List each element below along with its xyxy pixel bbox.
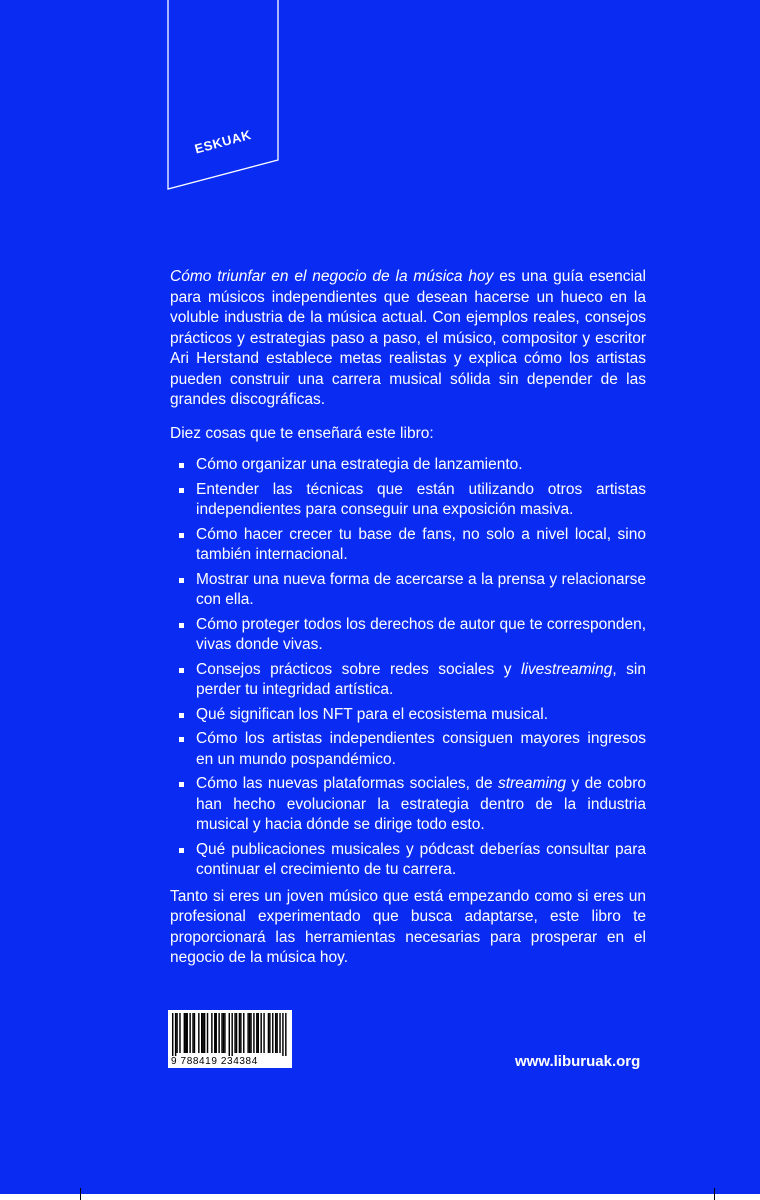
trim-mark [714,1188,715,1200]
barcode-bar [260,1013,261,1053]
barcode-bar [194,1013,195,1053]
barcode-bar [187,1013,188,1053]
barcode-bar [201,1013,202,1053]
barcode-bar [184,1013,185,1053]
list-item: Mostrar una nueva forma de acercarse a la prensa y relacionarse con ella. [170,570,646,611]
barcode-bar [258,1013,259,1053]
barcode-bar [276,1013,277,1053]
ribbon-outline [160,0,290,200]
list-item: Cómo los artistas independientes consiguen mayores ingresos en un mundo pospandémico. [170,729,646,770]
trim-mark [80,1188,81,1200]
intro-paragraph [170,267,646,411]
barcode-bar [285,1013,286,1056]
list-item: Qué publicaciones musicales y pódcast deberías consultar para continuar el crecimiento de tu carrera. [170,840,646,881]
barcode-bar [249,1013,250,1053]
list-item: Cómo organizar una estrategia de lanzamiento. [170,455,646,476]
barcode-bars [168,1010,292,1056]
barcode-bar [250,1013,251,1053]
list-item-text: y de cobro han hecho evolucionar la estrategia dentro de la industria musical y hacia dónde se dirige todo esto. [196,775,646,833]
barcode-bar [234,1013,235,1053]
barcode-bar [243,1013,244,1053]
barcode-bar [240,1013,241,1053]
barcode-bar [263,1013,264,1053]
list-item [170,660,646,701]
bottom-trim [0,1194,760,1200]
description-block [170,267,646,969]
barcode-bar [239,1013,240,1053]
list-item: Entender las técnicas que están utilizando otros artistas independientes para conseguir una exposición masiva. [170,480,646,521]
barcode-bar [207,1013,208,1053]
barcode-bar [272,1013,273,1053]
barcode-bar [192,1013,193,1053]
barcode-bar [218,1013,219,1053]
list-lead: Diez cosas que te enseñará este libro: [170,424,434,442]
ribbon-label: ESKUAK [193,127,253,157]
barcode-bar [231,1013,232,1056]
barcode-bar [214,1013,215,1053]
barcode-bar [256,1013,257,1053]
barcode-bar [224,1013,225,1053]
book-title-italic: Cómo triunfar en el negocio de la música hoy [170,268,494,285]
isbn-barcode [168,1010,292,1068]
list-item: Cómo hacer crecer tu base de fans, no solo a nivel local, sino también internacional. [170,525,646,566]
publisher-website[interactable]: www.liburuak.org [515,1053,641,1070]
barcode-bar [175,1013,176,1056]
barcode-bar [279,1013,280,1053]
list-item-text: Consejos prácticos sobre redes sociales y [196,660,522,678]
list-item: Qué significan los NFT para el ecosistema musical. [170,705,646,726]
list-item-emphasis: streaming [498,775,567,792]
barcode-bar [223,1013,224,1053]
list-item [170,774,646,836]
barcode-bar [176,1013,177,1053]
barcode-bar [204,1013,205,1053]
intro-text: es una guía esencial para músicos independientes que desean hacerse un hueco en la voluble industria de la música actual. Con ejemplos reales, consejos prácticos y estrategias paso a paso, el músico, compositor y escritor Ari Herstand establece metas realistas y explica cómo los artistas pueden construir una carrera musical sólida sin depender de las grandes discográficas. [170,268,646,408]
features-list [170,455,646,881]
barcode-bar [269,1013,270,1053]
barcode-bar [268,1013,269,1053]
barcode-bar [282,1013,283,1056]
barcode-bar [202,1013,203,1053]
barcode-bar [189,1013,190,1053]
isbn-digits: 9 788419 234384 [171,1056,258,1067]
list-item-text: Cómo las nuevas plataformas sociales, de [196,775,498,792]
barcode-bar [216,1013,217,1053]
barcode-bar [185,1013,186,1053]
barcode-bar [247,1013,248,1053]
list-item: Cómo proteger todos los derechos de autor que te corresponden, vivas donde vivas. [170,615,646,656]
barcode-bar [198,1013,199,1053]
closing-paragraph: Tanto si eres un joven músico que está empezando como si eres un profesional experimentado que busca adaptarse, este libro te proporcionará las herramientas necesarias para prosperar en el negocio de la música hoy. [170,887,646,966]
barcode-bar [229,1013,230,1056]
barcode-bar [179,1013,180,1053]
barcode-bar [253,1013,254,1053]
barcode-bar [275,1013,276,1053]
barcode-bar [172,1013,173,1056]
barcode-bar [236,1013,237,1053]
barcode-bar [221,1013,222,1053]
barcode-bar [211,1013,212,1053]
list-item-text: , sin perder tu integridad artística. [196,660,646,698]
list-item-emphasis: livestreaming [521,660,613,678]
publisher-ribbon [160,0,290,200]
